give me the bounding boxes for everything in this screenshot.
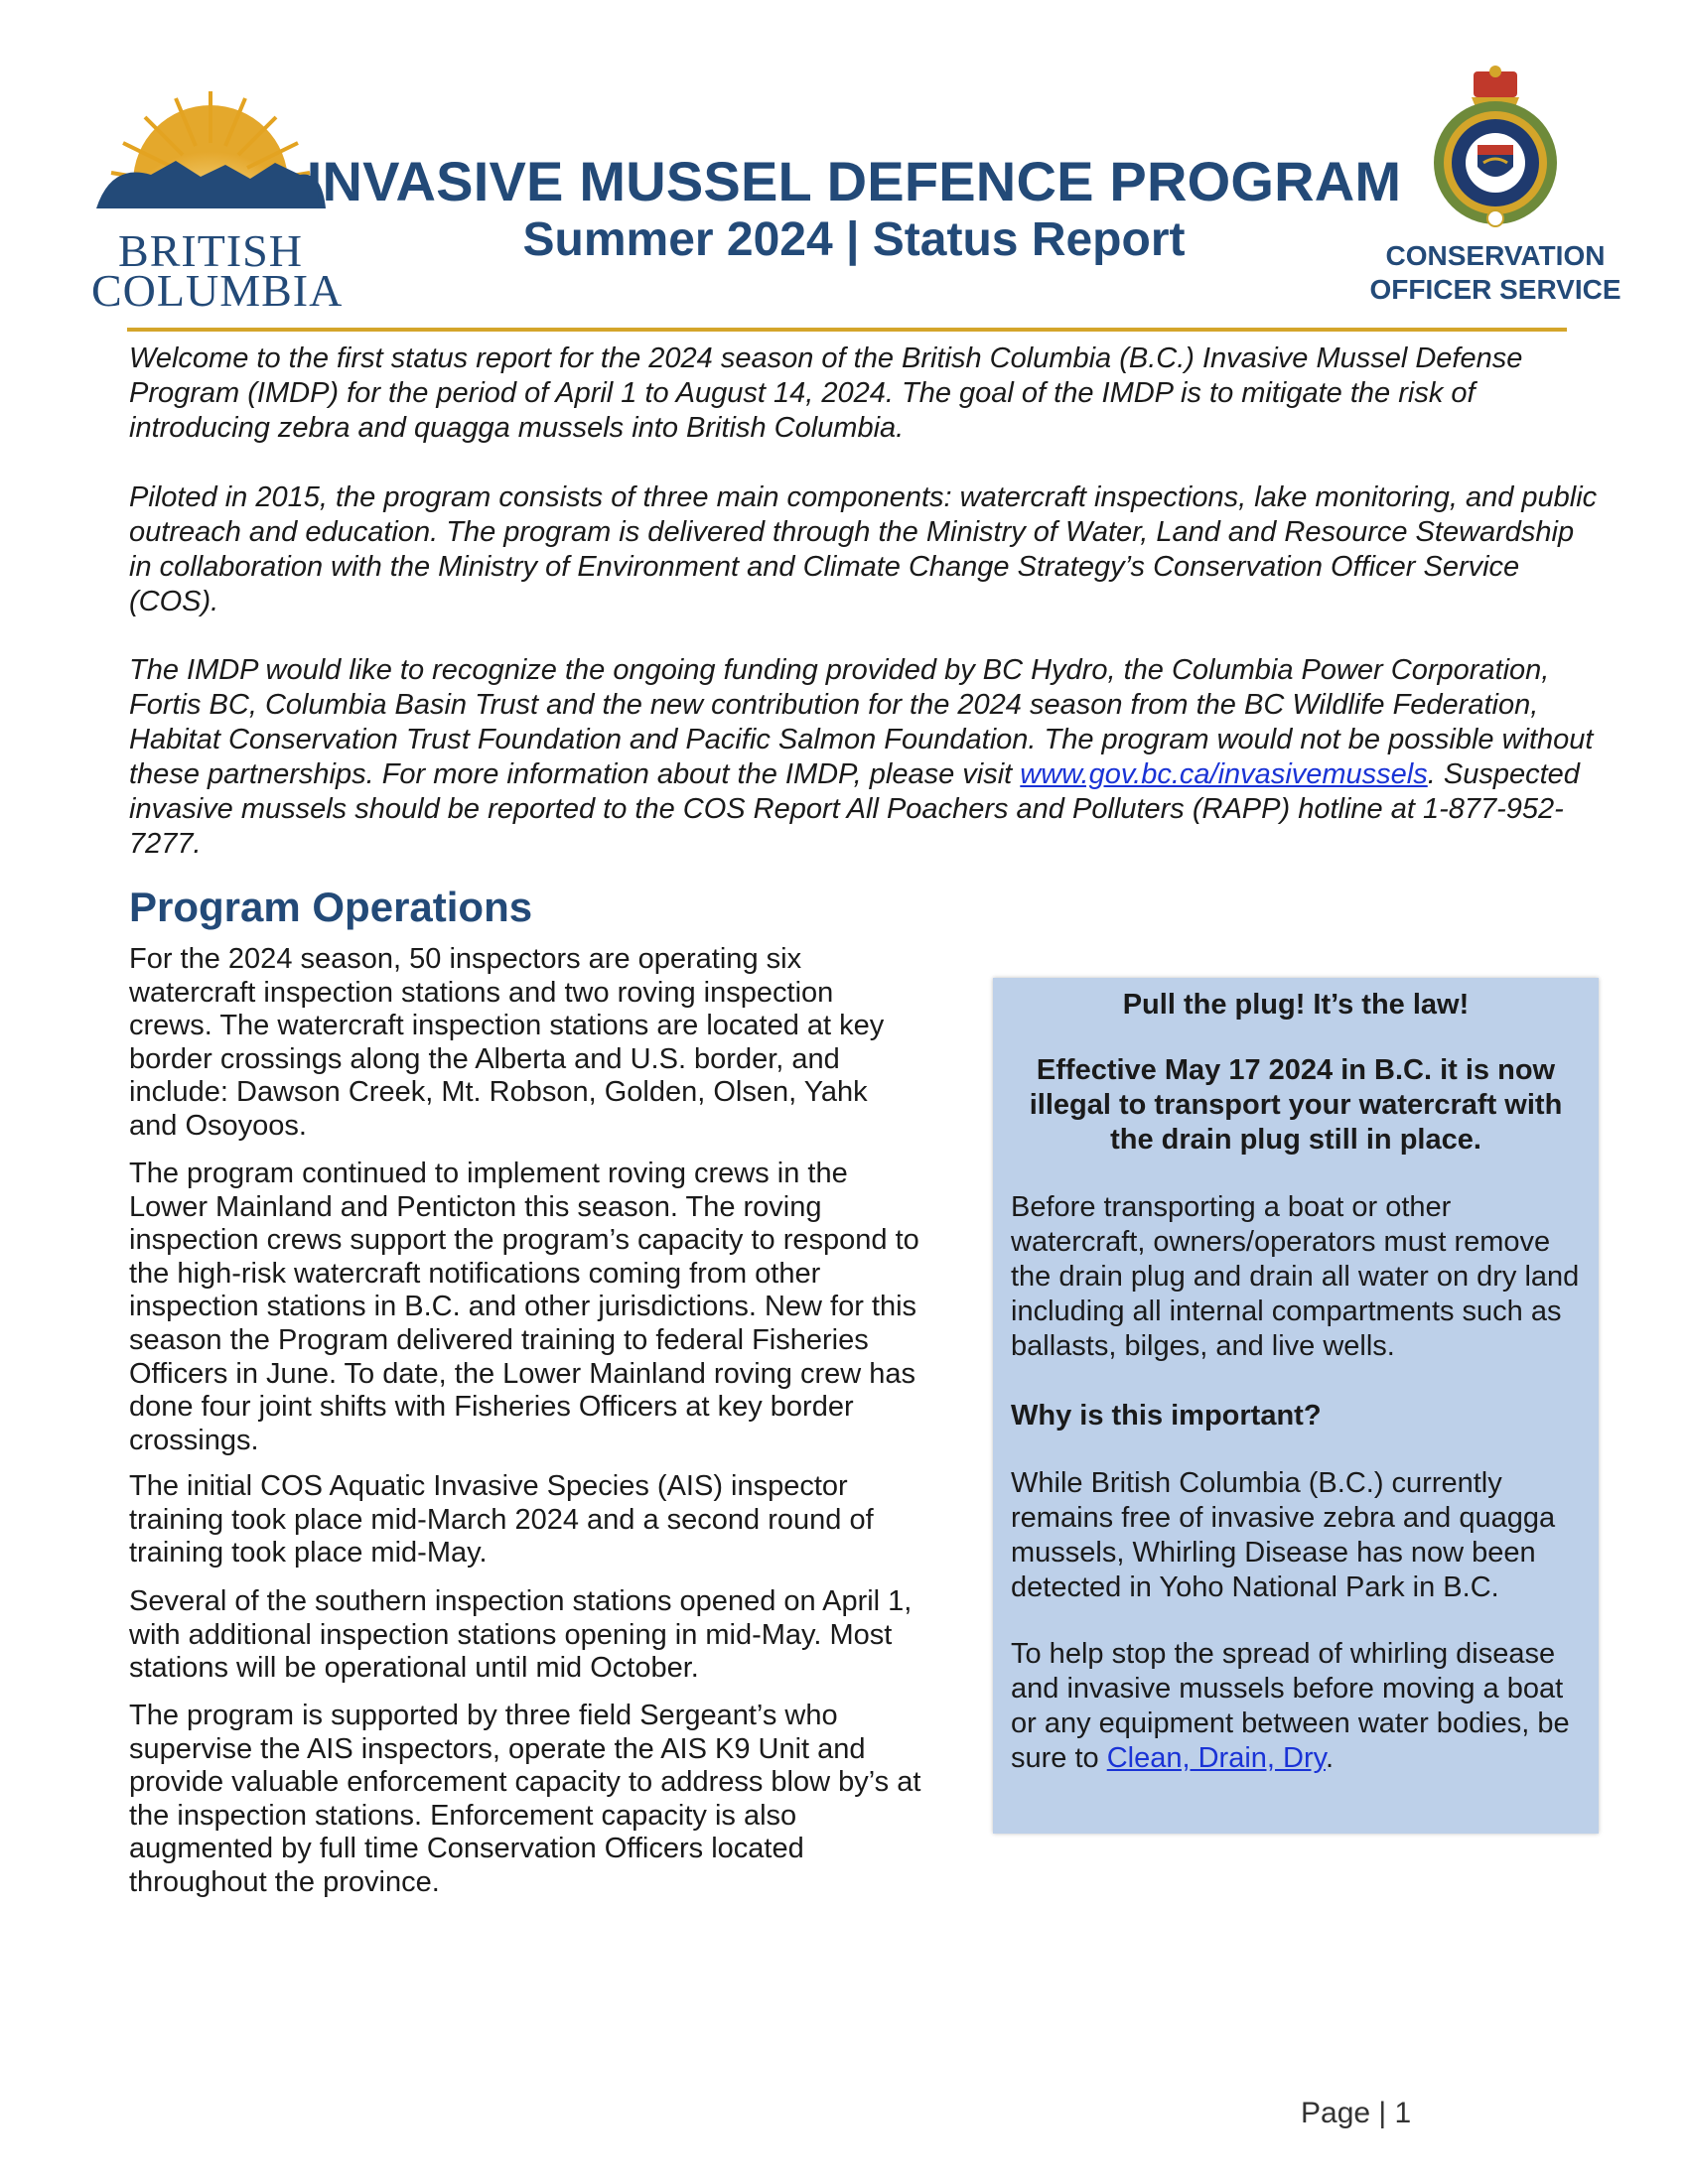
intro-paragraph-1: Welcome to the first status report for the 2024 season of the British Columbia (B.C.) Invasive Mussel Defense Program (IMDP) for the period of April 1 to August 14, 2024. The goal of the IMDP is to mitigate the risk of introducing zebra and quagga mussels into British Columbia. — [129, 342, 1523, 444]
callout-title: Pull the plug! It’s the law! — [1122, 989, 1470, 1021]
operations-paragraph-2: The program continued to implement roving crews in the Lower Mainland and Penticton this season. The roving inspection crews support the program’s capacity to respond to the high-risk watercraft notifications coming from other inspection stations in B.C. and other jurisdictions. New for this season the Program delivered training to federal Fisheries Officers in June. To date, the Lower Mainland roving crew has done four joint shifts with Fisheries Officers at key border crossings. — [129, 1158, 919, 1456]
callout-help-text-b: . — [1325, 1742, 1335, 1774]
callout-help-text-a: To help stop the spread of whirling disease and invasive mussels before moving a boat or any equipment between water bodies, be sure to — [1011, 1638, 1570, 1774]
callout-whirling-disease: While British Columbia (B.C.) currently remains free of invasive zebra and quagga mussels, Whirling Disease has now been detected in Yoho National Park in B.C. — [1011, 1467, 1556, 1603]
cos-logo-word-conservation: CONSERVATION — [1385, 240, 1606, 271]
callout-before-transport: Before transporting a boat or other watercraft, owners/operators must remove the drain plug and drain all water on dry land including all internal compartments such as ballasts, bilges, and live wells. — [1011, 1191, 1580, 1362]
operations-paragraph-5: The program is supported by three field Sergeant’s who supervise the AIS inspectors, operate the AIS K9 Unit and provide valuable enforcement capacity to address blow by’s at the inspection stations. Enforcement capacity is also augmented by full time Conservation Officers located throughout the province. — [129, 1700, 921, 1898]
section-heading-program-operations: Program Operations — [129, 884, 533, 930]
cos-logo — [1369, 64, 1621, 305]
sunrise-mountains-icon — [91, 91, 330, 220]
intro-paragraph-2: Piloted in 2015, the program consists of three main components: watercraft inspections, lake monitoring, and public outreach and education. The program is delivered through the Ministry of Water, Land and Resource Stewardship in collaboration with the Ministry of Environment and Climate Change Strategy’s Conservation Officer Service (COS). — [129, 481, 1598, 617]
callout-why-heading: Why is this important? — [1011, 1400, 1322, 1432]
operations-paragraph-1: For the 2024 season, 50 inspectors are operating six watercraft inspection stations and two roving inspection crews. The watercraft inspection stations are located at key border crossings along the Alberta and U.S. border, and include: Dawson Creek, Mt. Robson, Golden, Olsen, Yahk and Osoyoos. — [129, 943, 885, 1142]
intro-paragraph-3-text-b: . Suspected invasive mussels should be reported to the COS Report All Poachers and Polluters (RAPP) hotline at 1-877-952-7277. — [129, 758, 1580, 860]
crest-icon — [1426, 64, 1565, 232]
bc-logo — [91, 91, 344, 316]
header-divider — [127, 328, 1567, 332]
callout-help-stop-spread — [1011, 1637, 1581, 1776]
operations-paragraph-4: Several of the southern inspection stations opened on April 1, with additional inspection stations opening in mid-May. Most stations will be operational until mid October. — [129, 1585, 913, 1685]
callout-effective-notice: Effective May 17 2024 in B.C. it is now illegal to transport your watercraft with the drain plug still in place. — [1029, 1054, 1563, 1156]
pull-the-plug-callout — [993, 978, 1599, 1834]
page-number: Page | 1 — [1301, 2097, 1412, 2129]
bc-logo-word-columbia: COLUMBIA — [91, 265, 344, 316]
intro-paragraph-3-text-a: The IMDP would like to recognize the ongoing funding provided by BC Hydro, the Columbia Power Corporation, Fortis BC, Columbia Basin Trust and the new contribution for the 2024 season from the BC Wildlife Federation, Habitat Conservation Trust Foundation and Pacific Salmon Foundation. The program would not be possible without these partnerships. For more information about the IMDP, please visit — [129, 654, 1594, 790]
page-title: INVASIVE MUSSEL DEFENCE PROGRAM — [306, 150, 1402, 212]
intro-paragraph-3 — [129, 653, 1599, 862]
bc-logo-word-british: BRITISH — [118, 225, 303, 276]
operations-paragraph-3: The initial COS Aquatic Invasive Species (AIS) inspector training took place mid-March 2024 and a second round of training took place mid-May. — [129, 1470, 874, 1570]
clean-drain-dry-link[interactable]: Clean, Drain, Dry — [1106, 1742, 1326, 1774]
invasive-mussels-link[interactable]: www.gov.bc.ca/invasivemussels — [1020, 758, 1428, 790]
page-subtitle: Summer 2024 | Status Report — [522, 213, 1186, 266]
cos-logo-word-officer-service: OFFICER SERVICE — [1369, 274, 1621, 305]
